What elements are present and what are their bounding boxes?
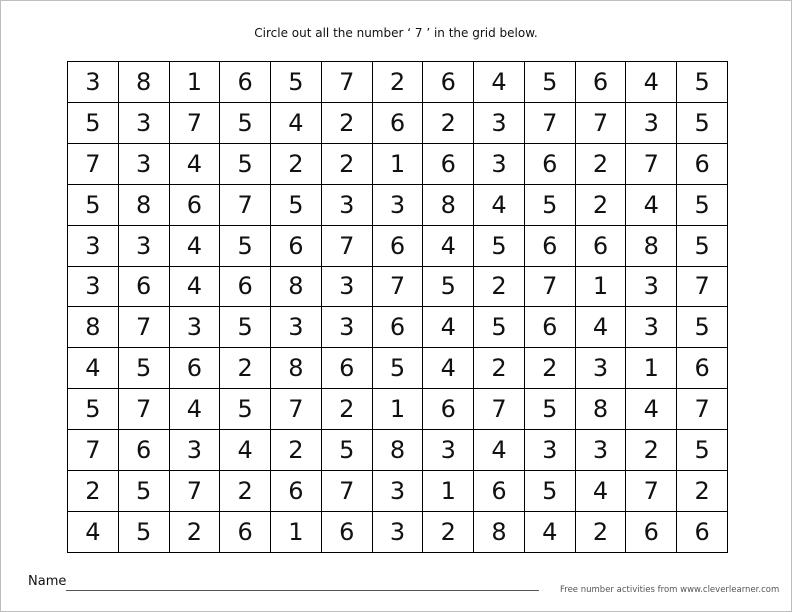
grid-cell[interactable]: 4 [575, 471, 626, 512]
grid-cell[interactable]: 6 [220, 511, 271, 552]
grid-cell[interactable]: 7 [626, 143, 677, 184]
grid-cell[interactable]: 6 [220, 266, 271, 307]
grid-cell[interactable]: 6 [677, 511, 728, 552]
grid-cell[interactable]: 6 [474, 471, 525, 512]
grid-cell[interactable]: 7 [68, 143, 119, 184]
grid-cell[interactable]: 5 [423, 266, 474, 307]
grid-cell[interactable]: 3 [626, 307, 677, 348]
grid-cell[interactable]: 1 [423, 471, 474, 512]
grid-row [68, 184, 728, 225]
grid-cell[interactable]: 3 [524, 430, 575, 471]
grid-cell[interactable]: 2 [423, 511, 474, 552]
grid-cell[interactable]: 6 [271, 471, 322, 512]
grid-cell[interactable]: 5 [220, 389, 271, 430]
grid-cell[interactable]: 6 [271, 225, 322, 266]
grid-cell[interactable]: 4 [423, 348, 474, 389]
grid-cell[interactable]: 3 [626, 102, 677, 143]
grid-cell[interactable]: 4 [220, 430, 271, 471]
grid-cell[interactable]: 6 [372, 307, 423, 348]
grid-cell[interactable]: 4 [169, 143, 220, 184]
grid-row [68, 389, 728, 430]
grid-cell[interactable]: 4 [524, 511, 575, 552]
name-label: Name [28, 574, 67, 589]
grid-cell[interactable]: 6 [524, 225, 575, 266]
grid-cell[interactable]: 8 [423, 184, 474, 225]
grid-row [68, 266, 728, 307]
grid-cell[interactable]: 1 [575, 266, 626, 307]
grid-cell[interactable]: 5 [677, 225, 728, 266]
grid-cell[interactable]: 7 [321, 225, 372, 266]
grid-cell[interactable]: 2 [169, 511, 220, 552]
grid-cell[interactable]: 4 [474, 430, 525, 471]
grid-row [68, 307, 728, 348]
grid-cell[interactable]: 4 [575, 307, 626, 348]
grid-cell[interactable]: 5 [677, 307, 728, 348]
grid-cell[interactable]: 8 [474, 511, 525, 552]
grid-cell[interactable]: 7 [68, 430, 119, 471]
grid-row [68, 348, 728, 389]
name-line[interactable] [66, 590, 539, 591]
grid-cell[interactable]: 8 [575, 389, 626, 430]
grid-cell[interactable]: 7 [474, 389, 525, 430]
grid-cell[interactable]: 5 [524, 389, 575, 430]
grid-cell[interactable]: 1 [372, 389, 423, 430]
grid-cell[interactable]: 3 [423, 430, 474, 471]
grid-cell[interactable]: 5 [474, 225, 525, 266]
grid-cell[interactable]: 7 [575, 102, 626, 143]
grid-cell[interactable]: 4 [423, 307, 474, 348]
grid-cell[interactable]: 8 [118, 184, 169, 225]
grid-cell[interactable]: 2 [220, 471, 271, 512]
grid-cell[interactable]: 2 [575, 511, 626, 552]
grid-cell[interactable]: 3 [372, 511, 423, 552]
grid-cell[interactable]: 6 [423, 143, 474, 184]
grid-cell[interactable]: 6 [423, 62, 474, 103]
number-grid [67, 61, 728, 553]
grid-cell[interactable]: 2 [423, 102, 474, 143]
grid-cell[interactable]: 1 [372, 143, 423, 184]
grid-cell[interactable]: 4 [169, 389, 220, 430]
footer-credit: Free number activities from www.cleverlearner.com [560, 585, 780, 595]
grid-cell[interactable]: 2 [677, 471, 728, 512]
grid-cell[interactable]: 7 [524, 266, 575, 307]
grid-cell[interactable]: 3 [118, 225, 169, 266]
grid-cell[interactable]: 3 [68, 225, 119, 266]
grid-cell[interactable]: 4 [271, 102, 322, 143]
grid-cell[interactable]: 6 [118, 430, 169, 471]
grid-row [68, 511, 728, 552]
grid-cell[interactable]: 3 [474, 143, 525, 184]
grid-cell[interactable]: 6 [575, 225, 626, 266]
grid-cell[interactable]: 3 [575, 430, 626, 471]
grid-cell[interactable]: 3 [321, 266, 372, 307]
grid-cell[interactable]: 2 [524, 348, 575, 389]
grid-cell[interactable]: 7 [626, 471, 677, 512]
grid-cell[interactable]: 7 [677, 266, 728, 307]
grid-cell[interactable]: 6 [677, 348, 728, 389]
grid-cell[interactable]: 3 [169, 430, 220, 471]
grid-cell[interactable]: 3 [474, 102, 525, 143]
grid-cell[interactable]: 7 [271, 389, 322, 430]
grid-cell[interactable]: 3 [626, 266, 677, 307]
grid-cell[interactable]: 3 [118, 102, 169, 143]
grid-cell[interactable]: 6 [423, 389, 474, 430]
grid-cell[interactable]: 8 [271, 348, 322, 389]
grid-cell[interactable]: 2 [372, 62, 423, 103]
grid-cell[interactable]: 7 [118, 307, 169, 348]
grid-cell[interactable]: 4 [68, 348, 119, 389]
grid-cell[interactable]: 5 [118, 471, 169, 512]
grid-cell[interactable]: 7 [677, 389, 728, 430]
grid-cell[interactable]: 8 [118, 62, 169, 103]
grid-cell[interactable]: 5 [677, 430, 728, 471]
grid-row [68, 62, 728, 103]
grid-cell[interactable]: 5 [220, 143, 271, 184]
grid-cell[interactable]: 7 [321, 62, 372, 103]
grid-cell[interactable]: 5 [677, 102, 728, 143]
grid-row [68, 225, 728, 266]
grid-cell[interactable]: 6 [321, 348, 372, 389]
grid-cell[interactable]: 2 [321, 102, 372, 143]
grid-cell[interactable]: 6 [169, 184, 220, 225]
grid-cell[interactable]: 6 [372, 225, 423, 266]
grid-cell[interactable]: 3 [321, 307, 372, 348]
grid-cell[interactable]: 4 [474, 184, 525, 225]
grid-cell[interactable]: 3 [372, 471, 423, 512]
grid-cell[interactable]: 7 [524, 102, 575, 143]
grid-cell[interactable]: 5 [474, 307, 525, 348]
grid-cell[interactable]: 5 [220, 102, 271, 143]
grid-cell[interactable]: 5 [118, 348, 169, 389]
grid-cell[interactable]: 2 [220, 348, 271, 389]
grid-cell[interactable]: 6 [575, 62, 626, 103]
grid-cell[interactable]: 5 [220, 307, 271, 348]
grid-cell[interactable]: 7 [321, 471, 372, 512]
grid-cell[interactable]: 2 [626, 430, 677, 471]
grid-cell[interactable]: 8 [271, 266, 322, 307]
grid-cell[interactable]: 6 [626, 511, 677, 552]
grid-cell[interactable]: 5 [372, 348, 423, 389]
grid-cell[interactable]: 3 [68, 266, 119, 307]
grid-cell[interactable]: 4 [626, 389, 677, 430]
grid-cell[interactable]: 6 [372, 102, 423, 143]
grid-cell[interactable]: 2 [474, 266, 525, 307]
grid-row [68, 143, 728, 184]
grid-cell[interactable]: 2 [575, 143, 626, 184]
grid-cell[interactable]: 4 [474, 62, 525, 103]
grid-cell[interactable]: 2 [474, 348, 525, 389]
grid-cell[interactable]: 4 [169, 266, 220, 307]
grid-cell[interactable]: 5 [68, 389, 119, 430]
grid-cell[interactable]: 3 [118, 143, 169, 184]
grid-cell[interactable]: 5 [524, 184, 575, 225]
grid-cell[interactable]: 2 [68, 471, 119, 512]
grid-cell[interactable]: 5 [68, 184, 119, 225]
grid-cell[interactable]: 5 [118, 511, 169, 552]
grid-cell[interactable]: 5 [524, 471, 575, 512]
grid-cell[interactable]: 2 [271, 430, 322, 471]
grid-cell[interactable]: 7 [220, 184, 271, 225]
grid-cell[interactable]: 3 [169, 307, 220, 348]
grid-row [68, 471, 728, 512]
grid-cell[interactable]: 6 [524, 143, 575, 184]
grid-cell[interactable]: 5 [677, 184, 728, 225]
grid-cell[interactable]: 4 [169, 225, 220, 266]
grid-cell[interactable]: 7 [169, 471, 220, 512]
grid-cell[interactable]: 5 [524, 62, 575, 103]
grid-cell[interactable]: 2 [321, 389, 372, 430]
grid-cell[interactable]: 3 [372, 184, 423, 225]
grid-cell[interactable]: 1 [169, 62, 220, 103]
grid-cell[interactable]: 1 [626, 348, 677, 389]
grid-cell[interactable]: 5 [321, 430, 372, 471]
grid-cell[interactable]: 7 [372, 266, 423, 307]
grid-cell[interactable]: 8 [68, 307, 119, 348]
grid-cell[interactable]: 4 [626, 184, 677, 225]
grid-cell[interactable]: 3 [68, 62, 119, 103]
grid-cell[interactable]: 5 [271, 184, 322, 225]
grid-row [68, 430, 728, 471]
grid-cell[interactable]: 5 [68, 102, 119, 143]
grid-cell[interactable]: 4 [423, 225, 474, 266]
grid-cell[interactable]: 2 [321, 143, 372, 184]
grid-row [68, 102, 728, 143]
grid-cell[interactable]: 6 [677, 143, 728, 184]
grid-cell[interactable]: 6 [220, 62, 271, 103]
grid-cell[interactable]: 6 [321, 511, 372, 552]
grid-cell[interactable]: 7 [118, 389, 169, 430]
grid-cell[interactable]: 5 [677, 62, 728, 103]
grid-cell[interactable]: 3 [321, 184, 372, 225]
grid-cell[interactable]: 3 [575, 348, 626, 389]
grid-cell[interactable]: 6 [524, 307, 575, 348]
grid-cell[interactable]: 2 [271, 143, 322, 184]
grid-cell[interactable]: 5 [271, 62, 322, 103]
grid-cell[interactable]: 1 [271, 511, 322, 552]
grid-cell[interactable]: 5 [220, 225, 271, 266]
grid-cell[interactable]: 7 [169, 102, 220, 143]
grid-cell[interactable]: 2 [575, 184, 626, 225]
grid-cell[interactable]: 4 [68, 511, 119, 552]
instruction-text: Circle out all the number ‘ 7 ’ in the grid below. [254, 26, 538, 40]
grid-cell[interactable]: 4 [626, 62, 677, 103]
grid-cell[interactable]: 6 [169, 348, 220, 389]
grid-cell[interactable]: 6 [118, 266, 169, 307]
grid-cell[interactable]: 3 [271, 307, 322, 348]
grid-cell[interactable]: 8 [372, 430, 423, 471]
grid-cell[interactable]: 8 [626, 225, 677, 266]
